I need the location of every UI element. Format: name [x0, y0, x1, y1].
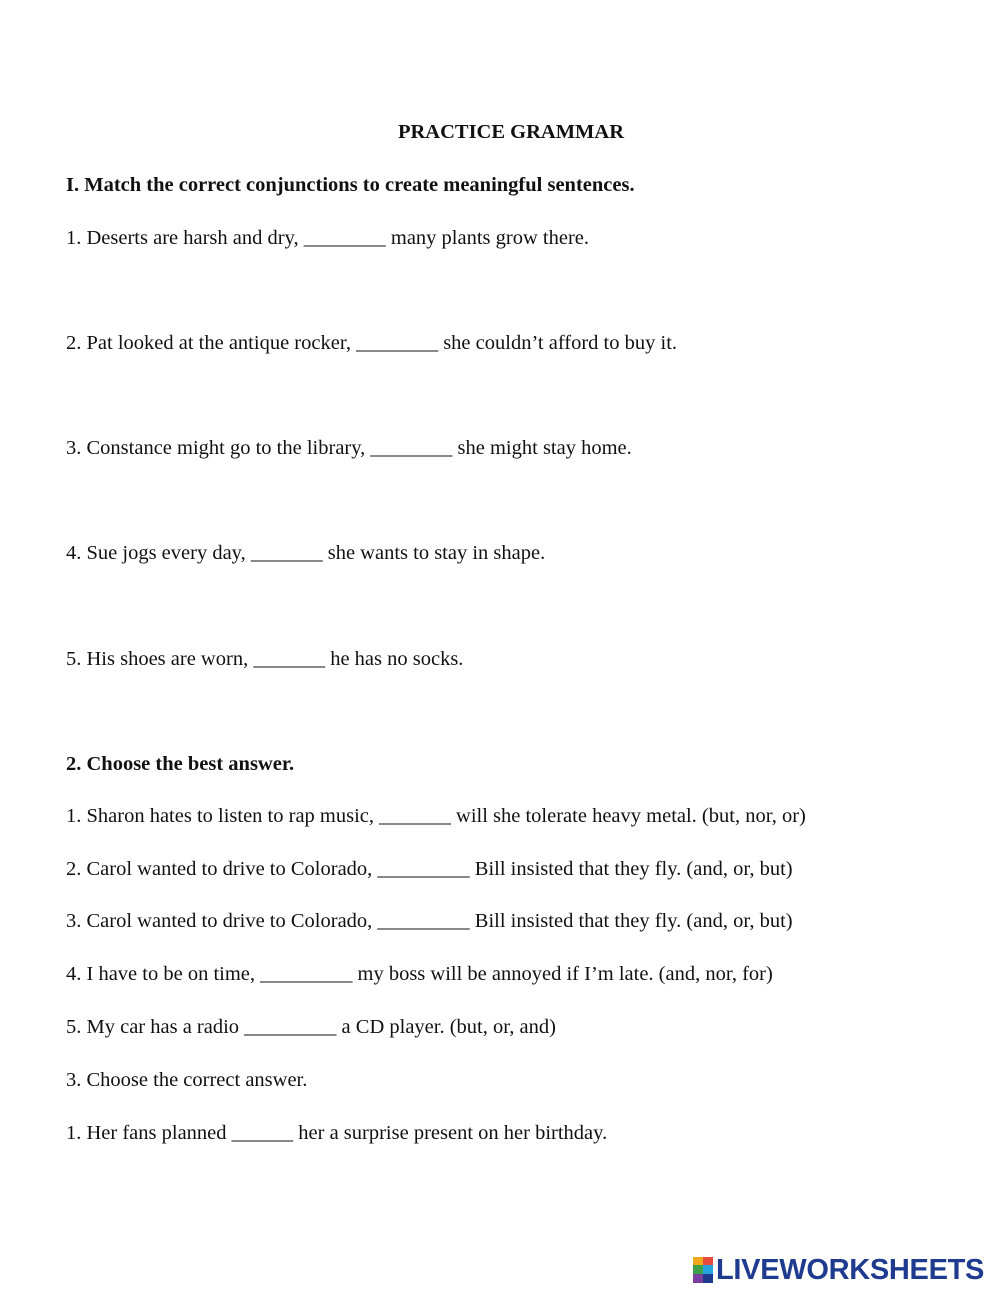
section-2-item-5: 5. My car has a radio _________ a CD player. (but, or, and): [66, 1016, 556, 1038]
liveworksheets-logo[interactable]: [693, 1254, 984, 1286]
section-1-item-4: 4. Sue jogs every day, _______ she wants to stay in shape.: [66, 542, 546, 564]
section-2-heading: 2. Choose the best answer.: [66, 753, 295, 775]
logo-tile: [693, 1274, 703, 1283]
section-3-item-1: 1. Her fans planned ______ her a surprise present on her birthday.: [66, 1122, 608, 1144]
section-1-heading: I. Match the correct conjunctions to create meaningful sentences.: [66, 174, 635, 196]
logo-tile: [703, 1265, 713, 1274]
logo-tile: [693, 1257, 703, 1265]
logo-text: LIVEWORKSHEETS: [716, 1253, 985, 1286]
logo-tile: [693, 1265, 703, 1274]
section-2-item-4: 4. I have to be on time, _________ my boss will be annoyed if I’m late. (and, nor, for): [66, 963, 773, 985]
section-1-item-1: 1. Deserts are harsh and dry, ________ many plants grow there.: [66, 227, 589, 249]
section-1-item-3: 3. Constance might go to the library, ________ she might stay home.: [66, 437, 632, 459]
page-title: PRACTICE GRAMMAR: [397, 121, 625, 143]
section-1-item-2: 2. Pat looked at the antique rocker, ________ she couldn’t afford to buy it.: [66, 332, 678, 354]
section-2-item-3: 3. Carol wanted to drive to Colorado, _________ Bill insisted that they fly. (and, or, but): [66, 910, 793, 932]
section-2-item-2: 2. Carol wanted to drive to Colorado, _________ Bill insisted that they fly. (and, or, but): [66, 858, 793, 880]
section-2-item-1: 1. Sharon hates to listen to rap music, _______ will she tolerate heavy metal. (but, nor, or): [66, 805, 806, 827]
section-1-item-5: 5. His shoes are worn, _______ he has no socks.: [66, 648, 464, 670]
logo-tile: [703, 1274, 713, 1283]
logo-tile: [703, 1257, 713, 1265]
liveworksheets-logo-icon: [693, 1257, 713, 1283]
section-3-heading: 3. Choose the correct answer.: [66, 1069, 308, 1091]
